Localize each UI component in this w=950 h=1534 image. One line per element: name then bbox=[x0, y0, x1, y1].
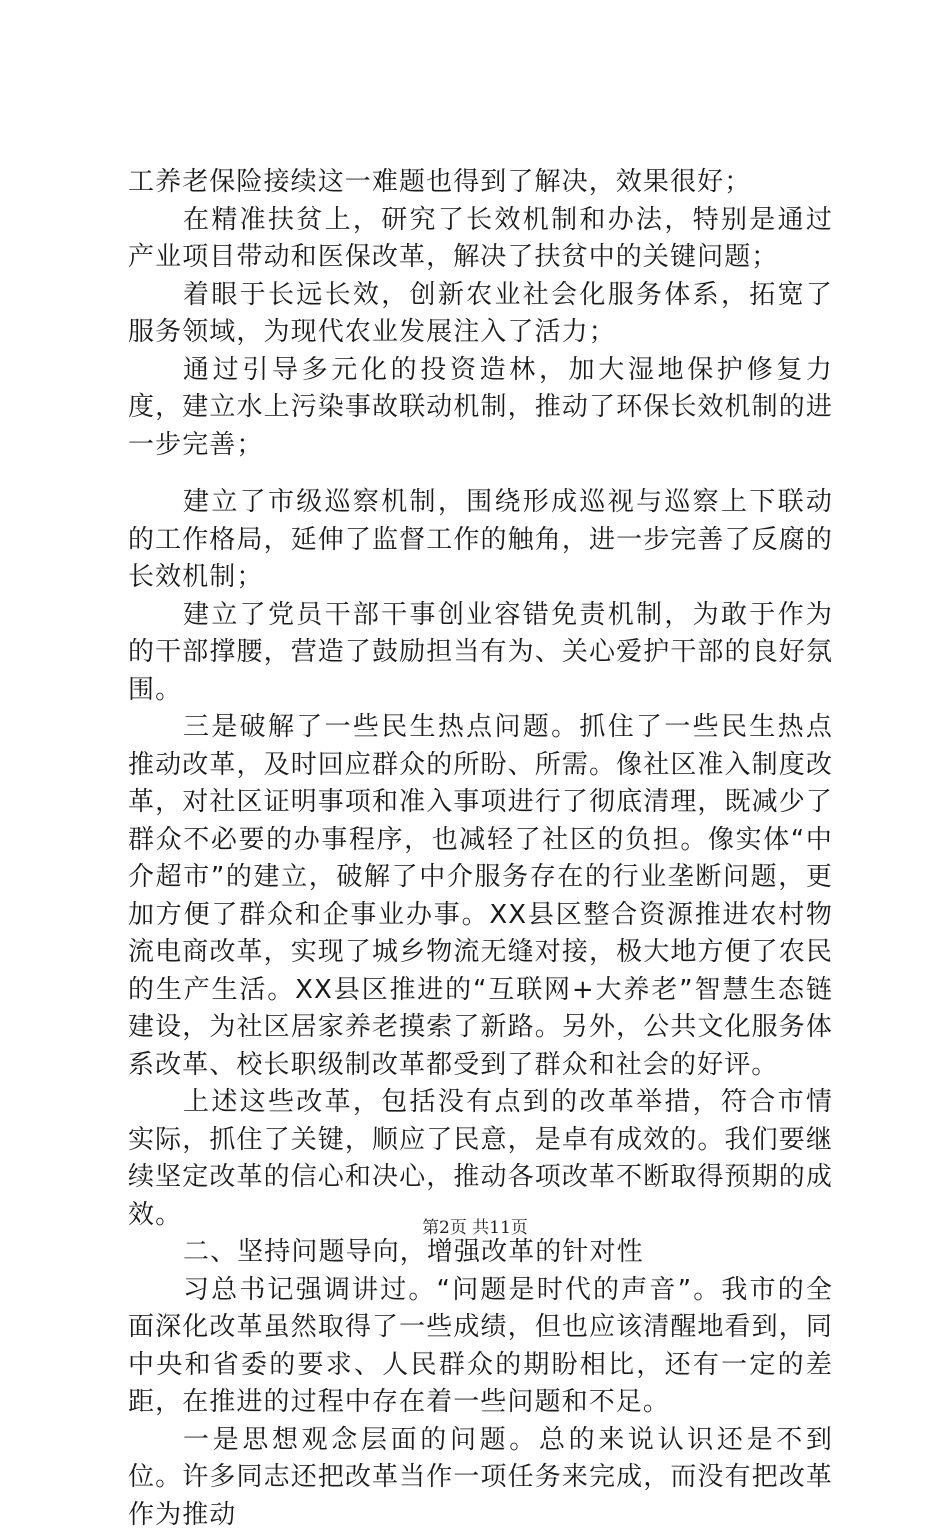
document-body bbox=[128, 164, 833, 1534]
paragraph-livelihood-issues: 三是破解了一些民生热点问题。抓住了一些民生热点推动改革，及时回应群众的所盼、所需。像社区准入制度改革，对社区证明事项和准入事项进行了彻底清理，既减少了群众不必要的办事程序，也减轻了社区的负担。像实体“中介超市”的建立，破解了中介服务存在的行业垄断问题，更加方便了群众和企事业办事。XX县区整合资源推进农村物流电商改革，实现了城乡物流无缝对接，极大地方便了农民的生产生活。XX县区推进的“互联网+大养老”智慧生态链建设，为社区居家养老摸索了新路。另外，公共文化服务体系改革、校长职级制改革都受到了群众和社会的好评。 bbox=[128, 709, 833, 1084]
paragraph-reform-summary: 上述这些改革，包括没有点到的改革举措，符合市情实际，抓住了关键，顺应了民意，是卓有成效的。我们要继续坚定改革的信心和决心，推动各项改革不断取得预期的成效。 bbox=[128, 1084, 833, 1234]
paragraph-environmental-protection: 通过引导多元化的投资造林，加大湿地保护修复力度，建立水上污染事故联动机制，推动了环保长效机制的进一步完善； bbox=[128, 352, 833, 465]
paragraph-poverty-alleviation: 在精准扶贫上，研究了长效机制和办法，特别是通过产业项目带动和医保改革，解决了扶贫中的关键问题； bbox=[128, 202, 833, 277]
page-number-footer: 第2页 共11页 bbox=[0, 1213, 950, 1238]
paragraph-ideological-issues: 一是思想观念层面的问题。总的来说认识还是不到位。许多同志还把改革当作一项任务来完成，而没有把改革作为推动 bbox=[128, 1422, 833, 1534]
section-heading-problem-orientation: 二、坚持问题导向，增强改革的针对性 bbox=[128, 1234, 833, 1272]
paragraph-problems-overview: 习总书记强调讲过。“问题是时代的声音”。我市的全面深化改革虽然取得了一些成绩，但也应该清醒地看到，同中央和省委的要求、人民群众的期盼相比，还有一定的差距，在推进的过程中存在着一些问题和不足。 bbox=[128, 1272, 833, 1422]
paragraph-cadre-fault-tolerance: 建立了党员干部干事创业容错免责机制，为敢于作为的干部撑腰，营造了鼓励担当有为、关心爱护干部的良好氛围。 bbox=[128, 597, 833, 710]
paragraph-continuation: 工养老保险接续这一难题也得到了解决，效果很好； bbox=[128, 164, 833, 202]
paragraph-agriculture-services: 着眼于长远长效，创新农业社会化服务体系，拓宽了服务领域，为现代农业发展注入了活力； bbox=[128, 277, 833, 352]
paragraph-inspection-mechanism: 建立了市级巡察机制，围绕形成巡视与巡察上下联动的工作格局，延伸了监督工作的触角，进一步完善了反腐的长效机制； bbox=[128, 484, 833, 597]
